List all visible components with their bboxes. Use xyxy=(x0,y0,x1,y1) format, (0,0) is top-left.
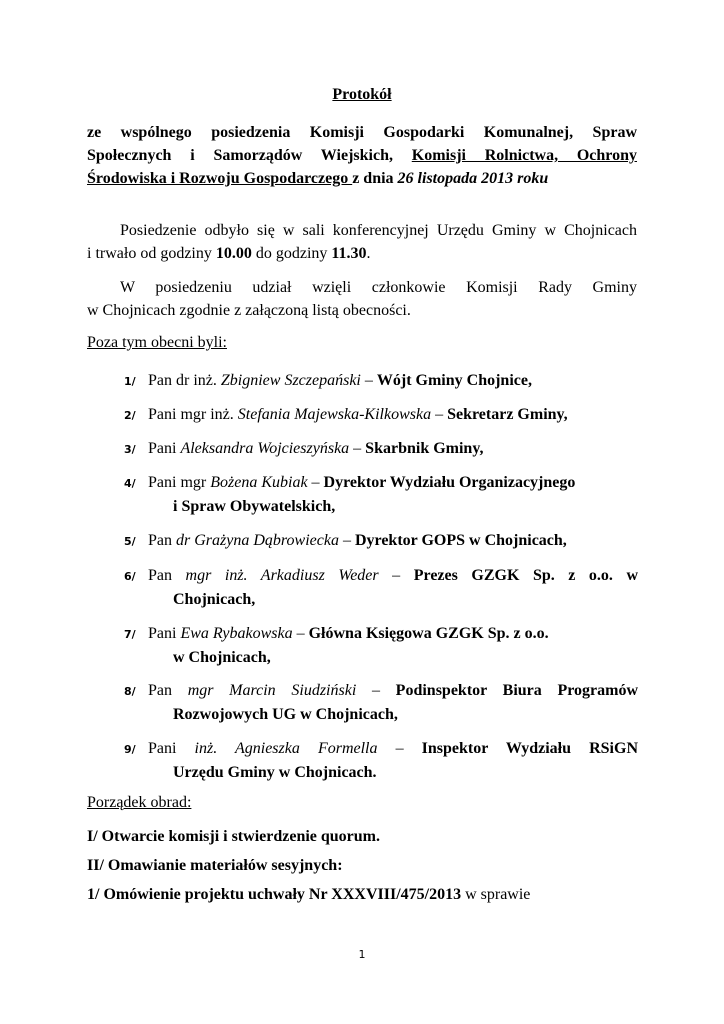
attendee-item: 4/ Pani mgr Bożena Kubiak – Dyrektor Wydziału Organizacyjnego i Spraw Obywatelskich, xyxy=(124,474,576,515)
agenda-item: II/ Omawianie materiałów sesyjnych: xyxy=(87,857,343,874)
attendees-heading: Poza tym obecni byli: xyxy=(87,334,227,351)
page-number: 1 xyxy=(358,948,366,961)
time-from: 10.00 xyxy=(215,245,252,262)
time-to: 11.30 xyxy=(331,245,367,262)
participants-paragraph: W posiedzeniu udział wzięli członkowie Komisji Rady Gminy w Chojnicach zgodnie z załączoną listą obecności. xyxy=(87,279,637,319)
attendee-item: 6/ Pan mgr inż. Arkadiusz Weder – Prezes GZGK Sp. z o.o. w Chojnicach, xyxy=(124,567,639,608)
attendee-item: 7/ Pani Ewa Rybakowska – Główna Księgowa GZGK Sp. z o.o. w Chojnicach, xyxy=(124,625,549,666)
attendee-item: 5/ Pan dr Grażyna Dąbrowiecka – Dyrektor GOPS w Chojnicach, xyxy=(124,532,567,549)
attendee-item: 1/ Pan dr inż. Zbigniew Szczepański – Wójt Gminy Chojnice, xyxy=(124,372,532,389)
agenda-item: I/ Otwarcie komisji i stwierdzenie quorum. xyxy=(87,828,381,845)
attendee-item: 9/ Pani inż. Agnieszka Formella – Inspektor Wydziału RSiGN Urzędu Gminy w Chojnicach. xyxy=(124,740,639,781)
document-subject xyxy=(87,121,637,190)
attendee-item: 8/ Pan mgr Marcin Siudziński – Podinspektor Biura Programów Rozwojowych UG w Chojnicach, xyxy=(124,682,639,723)
agenda-heading: Porządek obrad: xyxy=(87,794,192,811)
subject-line-3: Środowiska i Rozwoju Gospodarczego z dnia 26 listopada 2013 roku xyxy=(87,170,549,187)
meeting-location-paragraph: Posiedzenie odbyło się w sali konferencyjnej Urzędu Gminy w Chojnicach i trwało od godziny 10.00 do godziny 11.30. xyxy=(87,222,637,262)
document-title: Protokół xyxy=(332,86,392,103)
subject-line-1: ze wspólnego posiedzenia Komisji Gospodarki Komunalnej, Spraw xyxy=(87,124,637,141)
agenda-item: 1/ Omówienie projektu uchwały Nr XXXVIII/475/2013 w sprawie xyxy=(87,886,531,903)
attendee-item: 2/ Pani mgr inż. Stefania Majewska-Kilkowska – Sekretarz Gminy, xyxy=(124,406,568,423)
subject-line-2: Społecznych i Samorządów Wiejskich, Komisji Rolnictwa, Ochrony xyxy=(87,147,638,164)
attendee-item: 3/ Pani Aleksandra Wojcieszyńska – Skarbnik Gminy, xyxy=(124,440,484,457)
